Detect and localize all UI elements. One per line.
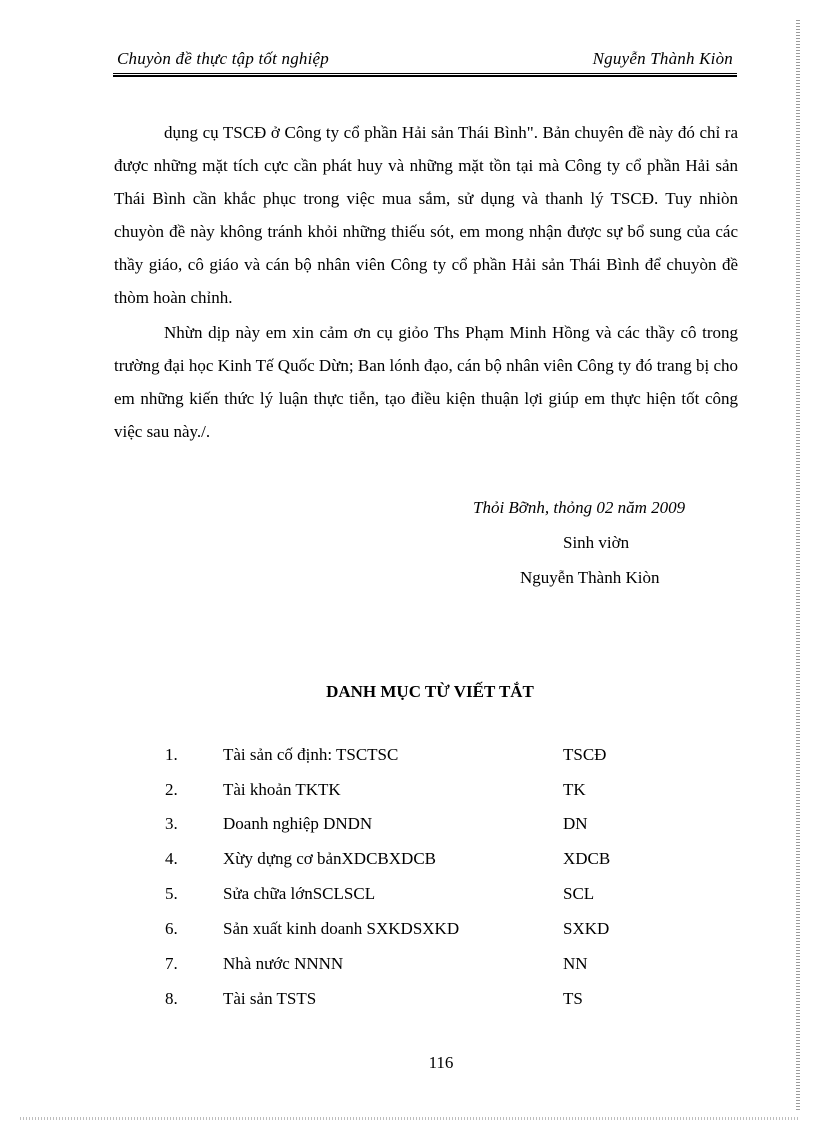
signature-name: Nguyễn Thành Kiòn	[520, 568, 660, 587]
header-rule	[113, 73, 737, 74]
abbreviation-row	[0, 989, 816, 1019]
signature-date: Thỏi Bỡnh, thỏng 02 năm 2009	[473, 498, 686, 517]
abbreviation-row	[0, 954, 816, 984]
header-title: Chuyòn đề thực tập tốt nghiệp	[117, 49, 329, 68]
abbreviation-number: 5.	[165, 884, 178, 903]
abbreviation-code: DN	[563, 814, 588, 833]
abbreviation-number: 3.	[165, 814, 178, 833]
header-rule-thick	[113, 75, 737, 77]
abbreviation-number: 6.	[165, 919, 178, 938]
abbreviation-number: 7.	[165, 954, 178, 973]
abbreviation-term: Tài sản cố định: TSCTSC	[223, 745, 399, 764]
abbreviations-title: DANH MỤC TỪ VIẾT TẮT	[326, 682, 534, 701]
body-paragraph-1: dụng cụ TSCĐ ở Công ty cổ phần Hải sản Thái Bình". Bản chuyên đề này đó chỉ ra được những mặt tích cực cần phát huy và những mặt tồn tại mà Công ty cổ phần Hải sản Thái Bình cần khắc phục trong việc mua sắm, sử dụng và thanh lý TSCĐ. Tuy nhiòn chuyòn đề này không tránh khỏi những thiếu sót, em mong nhận được sự bổ sung của các thầy giáo, cô giáo và cán bộ nhân viên Công ty cổ phần Hải sản Thái Bình để chuyòn đề thòm hoàn chỉnh.	[114, 123, 738, 307]
signature-role: Sinh viờn	[563, 533, 630, 552]
abbreviation-term: Tài sản TSTS	[223, 989, 317, 1008]
abbreviation-row	[0, 849, 816, 879]
abbreviation-code: TK	[563, 780, 586, 799]
abbreviation-row	[0, 919, 816, 949]
abbreviation-term: Sửa chữa lớnSCLSCL	[223, 884, 376, 903]
abbreviation-row	[0, 814, 816, 844]
abbreviation-code: XDCB	[563, 849, 611, 868]
abbreviation-code: SCL	[563, 884, 595, 903]
page-shadow-bottom	[20, 1117, 800, 1120]
abbreviation-code: TS	[563, 989, 583, 1008]
abbreviation-term: Xừy dựng cơ bảnXDCBXDCB	[223, 849, 436, 868]
abbreviation-row	[0, 884, 816, 914]
page-header	[113, 44, 737, 74]
header-author: Nguyễn Thành Kiòn	[592, 49, 733, 68]
abbreviation-code: SXKD	[563, 919, 610, 938]
page-number: 116	[428, 1053, 454, 1072]
abbreviation-number: 1.	[165, 745, 178, 764]
abbreviation-code: NN	[563, 954, 588, 973]
abbreviation-number: 4.	[165, 849, 178, 868]
abbreviation-term: Sản xuất kinh doanh SXKDSXKD	[223, 919, 460, 938]
body-paragraph-2: Nhừn dịp này em xin cảm ơn cụ giỏo Ths Phạm Minh Hồng và các thầy cô trong trường đại học Kinh Tế Quốc Dừn; Ban lónh đạo, cán bộ nhân viên Công ty đó trang bị cho em những kiến thức lý luận thực tiễn, tạo điều kiện thuận lợi giúp em thực hiện tốt công việc sau này./.	[114, 323, 738, 441]
abbreviation-term: Tài khoản TKTK	[223, 780, 341, 799]
abbreviation-row	[0, 780, 816, 810]
abbreviation-code: TSCĐ	[563, 745, 607, 764]
abbreviation-number: 8.	[165, 989, 178, 1008]
abbreviation-number: 2.	[165, 780, 178, 799]
abbreviation-term: Nhà nước NNNN	[223, 954, 344, 973]
abbreviation-term: Doanh nghiệp DNDN	[223, 814, 373, 833]
abbreviation-row	[0, 745, 816, 775]
